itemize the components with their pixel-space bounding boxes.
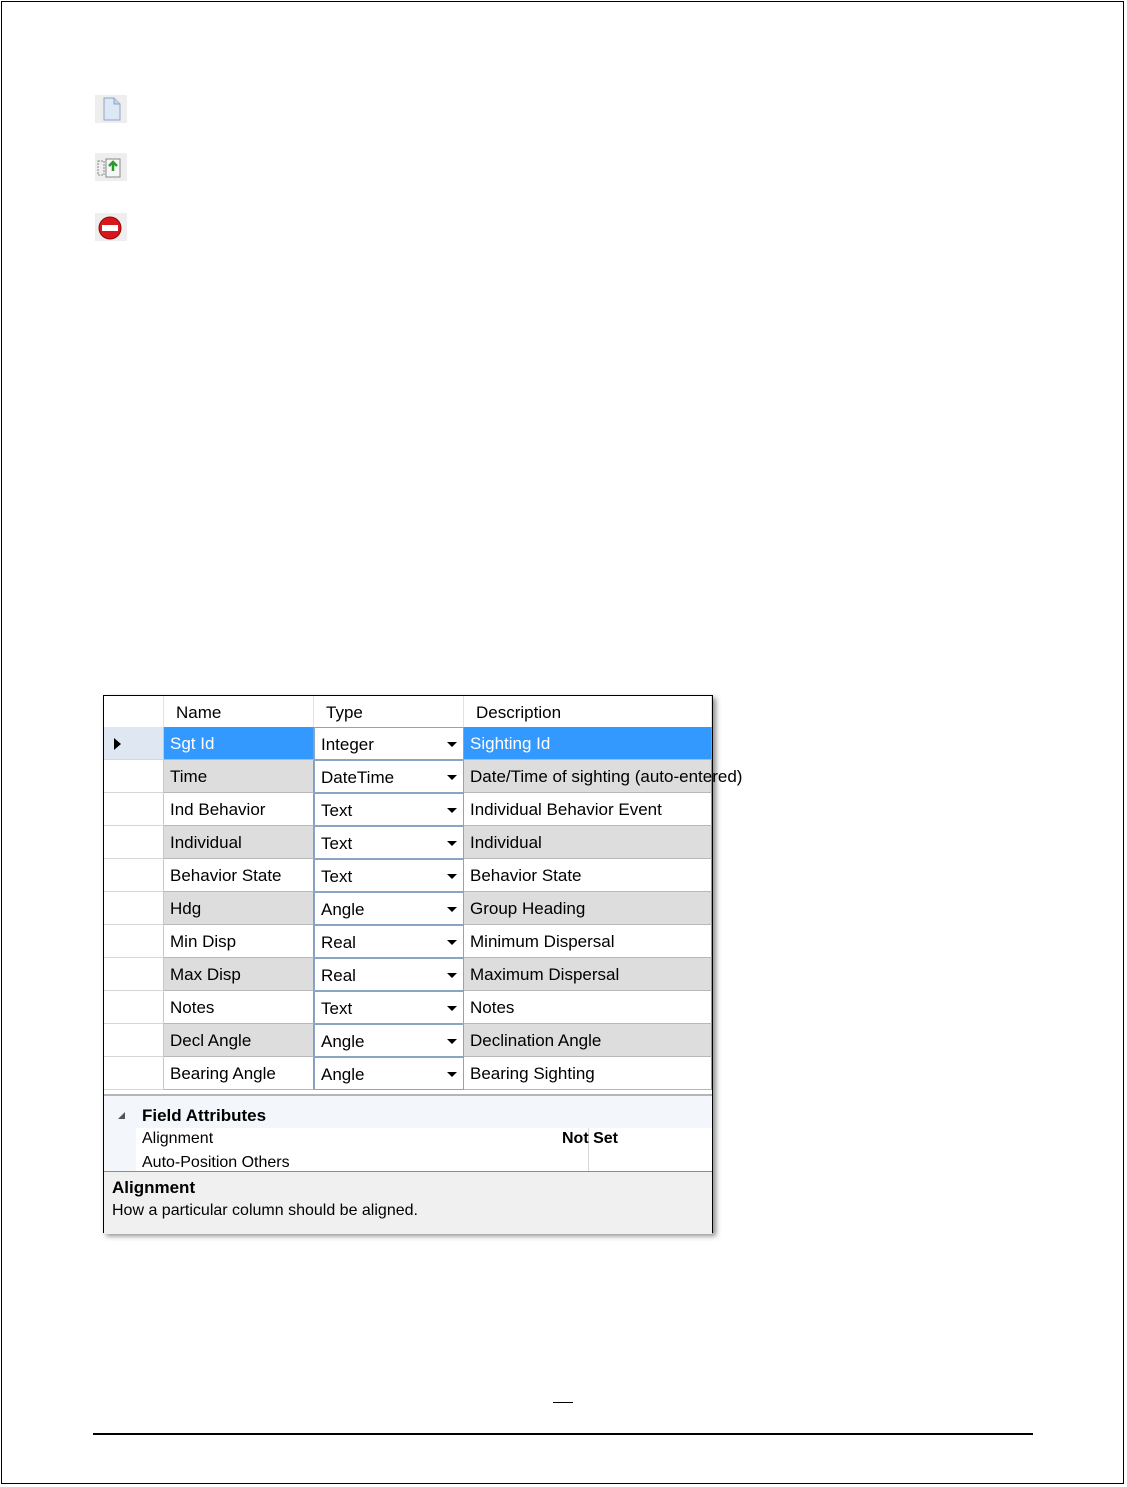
type-value: Real: [321, 933, 356, 952]
type-dropdown[interactable]: [314, 826, 464, 859]
new-document-icon[interactable]: [95, 95, 127, 123]
table-row[interactable]: [104, 1057, 712, 1090]
chevron-down-icon[interactable]: [447, 775, 457, 780]
table-row[interactable]: [104, 1024, 712, 1057]
row-header[interactable]: [104, 1024, 164, 1057]
footer-rule: [93, 1433, 1033, 1435]
description-cell[interactable]: Minimum Dispersal: [464, 925, 712, 958]
grid-header: [104, 696, 712, 728]
row-header-corner: [104, 696, 164, 727]
chevron-down-icon[interactable]: [447, 742, 457, 747]
type-value: DateTime: [321, 768, 395, 787]
table-row[interactable]: [104, 859, 712, 892]
chevron-down-icon[interactable]: [447, 1072, 457, 1077]
row-header[interactable]: [104, 826, 164, 859]
table-row[interactable]: [104, 958, 712, 991]
name-cell[interactable]: Decl Angle: [164, 1024, 314, 1057]
property-value[interactable]: Not Set: [562, 1130, 618, 1147]
property-category[interactable]: [104, 1104, 712, 1128]
row-header[interactable]: [104, 991, 164, 1024]
type-value: Text: [321, 834, 353, 853]
row-header[interactable]: [104, 760, 164, 793]
chevron-down-icon[interactable]: [447, 808, 457, 813]
type-dropdown[interactable]: [314, 793, 464, 826]
description-cell[interactable]: Bearing Sighting: [464, 1057, 712, 1090]
chevron-down-icon[interactable]: [447, 1039, 457, 1044]
help-text: How a particular column should be aligned.: [112, 1202, 418, 1219]
table-row[interactable]: [104, 925, 712, 958]
row-header[interactable]: [104, 727, 164, 760]
current-row-pointer-icon: [114, 738, 121, 750]
name-cell[interactable]: Min Disp: [164, 925, 314, 958]
import-icon[interactable]: [95, 153, 127, 181]
row-header[interactable]: [104, 859, 164, 892]
description-cell[interactable]: Declination Angle: [464, 1024, 712, 1057]
type-dropdown[interactable]: [314, 958, 464, 991]
type-value: Text: [321, 801, 353, 820]
row-header[interactable]: [104, 1057, 164, 1090]
type-dropdown[interactable]: [314, 1024, 464, 1057]
help-title: Alignment: [112, 1178, 196, 1197]
column-header-description[interactable]: Description: [464, 696, 712, 727]
type-value: Real: [321, 966, 356, 985]
description-cell[interactable]: Maximum Dispersal: [464, 958, 712, 991]
column-header-type[interactable]: Type: [314, 696, 464, 727]
type-dropdown[interactable]: [314, 760, 464, 793]
row-header[interactable]: [104, 892, 164, 925]
chevron-down-icon[interactable]: [447, 1006, 457, 1011]
type-value: Angle: [321, 900, 365, 919]
chevron-down-icon[interactable]: [447, 940, 457, 945]
property-row-alignment[interactable]: [136, 1128, 712, 1152]
description-cell[interactable]: Individual Behavior Event: [464, 793, 712, 826]
name-cell[interactable]: Hdg: [164, 892, 314, 925]
property-name: Auto-Position Others: [142, 1154, 290, 1171]
name-cell[interactable]: Max Disp: [164, 958, 314, 991]
type-dropdown[interactable]: [314, 991, 464, 1024]
description-cell[interactable]: Behavior State: [464, 859, 712, 892]
type-value: Angle: [321, 1065, 365, 1084]
name-cell[interactable]: Ind Behavior: [164, 793, 314, 826]
property-grid: [104, 1094, 712, 1171]
type-dropdown[interactable]: [314, 925, 464, 958]
row-header[interactable]: [104, 793, 164, 826]
page-number-mark: [553, 1402, 573, 1403]
description-cell[interactable]: Individual: [464, 826, 712, 859]
type-value: Text: [321, 999, 353, 1018]
type-value: Text: [321, 867, 353, 886]
name-cell[interactable]: Individual: [164, 826, 314, 859]
field-editor-window: [103, 695, 743, 1233]
description-cell[interactable]: Date/Time of sighting (auto-entered): [464, 760, 712, 793]
name-cell[interactable]: Time: [164, 760, 314, 793]
collapse-icon[interactable]: [118, 1112, 125, 1119]
type-value: Integer: [321, 735, 374, 754]
table-row[interactable]: [104, 892, 712, 925]
property-name: Alignment: [142, 1130, 214, 1147]
description-cell[interactable]: Sighting Id: [464, 727, 712, 760]
description-cell[interactable]: Notes: [464, 991, 712, 1024]
category-label: Field Attributes: [142, 1106, 267, 1125]
type-dropdown[interactable]: [314, 727, 464, 760]
table-row[interactable]: [104, 760, 743, 793]
chevron-down-icon[interactable]: [447, 841, 457, 846]
name-cell[interactable]: Notes: [164, 991, 314, 1024]
property-help-panel: [104, 1171, 712, 1234]
type-dropdown[interactable]: [314, 1057, 464, 1090]
name-cell[interactable]: Behavior State: [164, 859, 314, 892]
chevron-down-icon[interactable]: [447, 874, 457, 879]
column-header-name[interactable]: Name: [164, 696, 314, 727]
chevron-down-icon[interactable]: [447, 907, 457, 912]
type-dropdown[interactable]: [314, 892, 464, 925]
table-row[interactable]: [104, 793, 712, 826]
name-cell[interactable]: Bearing Angle: [164, 1057, 314, 1090]
row-header[interactable]: [104, 925, 164, 958]
stop-icon[interactable]: [95, 213, 127, 241]
description-cell[interactable]: Group Heading: [464, 892, 712, 925]
row-header[interactable]: [104, 958, 164, 991]
type-value: Angle: [321, 1032, 365, 1051]
name-cell[interactable]: Sgt Id: [164, 727, 314, 760]
table-row[interactable]: [104, 727, 712, 760]
table-row[interactable]: [104, 991, 712, 1024]
type-dropdown[interactable]: [314, 859, 464, 892]
table-row[interactable]: [104, 826, 712, 859]
chevron-down-icon[interactable]: [447, 973, 457, 978]
